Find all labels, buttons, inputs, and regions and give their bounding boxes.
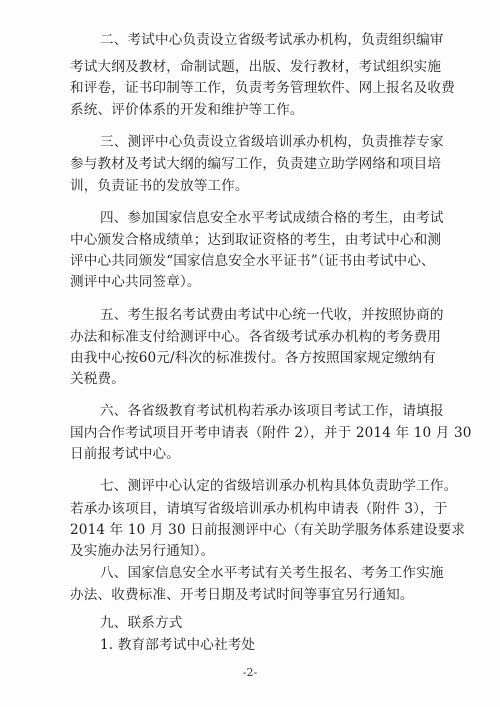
text-line: 关税费。 <box>70 371 125 387</box>
text-line: 及实施办法另行通知）。 <box>70 543 215 559</box>
text-line: 测评中心共同签章）。 <box>70 274 201 290</box>
text-line: 和评卷，证书印制等工作，负责考务管理软件、网上报名及收费 <box>70 80 455 96</box>
text-line: 八、国家信息安全水平考试有关考生报名、考务工作实施 <box>100 565 444 581</box>
text-line: 中心颁发合格成绩单；达到取证资格的考生，由考试中心和测 <box>70 232 442 248</box>
text-line: 七、测评中心认定的省级培训承办机构具体负责助学工作。 <box>100 478 458 494</box>
text-line: 若承办该项目，请填写省级培训承办机构申请表（附件 3），于 <box>70 501 448 517</box>
text-line: 三、测评中心负责设立省级培训承办机构，负责推荐专家 <box>100 134 444 150</box>
text-line: 办法、收费标准、开考日期及考试时间等事宜另行通知。 <box>70 587 414 603</box>
text-line: 日前报考试中心。 <box>70 446 180 462</box>
text-line: 五、考生报名考试费由考试中心统一代收，并按照协商的 <box>100 307 444 323</box>
text-line: 1. 教育部考试中心社考处 <box>100 637 256 653</box>
text-line: 二、考试中心负责设立省级考试承办机构，负责组织编审 <box>100 32 444 48</box>
text-line: 六、各省级教育考试机构若承办该项目考试工作，请填报 <box>100 403 444 419</box>
text-line: 由我中心按60元/科次的标准拨付。各方按照国家规定缴纳有 <box>70 350 436 366</box>
text-line: 评中心共同颁发“国家信息安全水平证书”（证书由考试中心、 <box>70 253 435 269</box>
text-line: 训，负责证书的发放等工作。 <box>70 178 249 194</box>
page-number: -2- <box>242 666 258 679</box>
text-line: 九、联系方式 <box>100 615 183 631</box>
text-line: 国内合作考试项目开考申请表（附件 2），并于 2014 年 10 月 30 <box>70 425 472 441</box>
text-line: 参与教材及考试大纲的编写工作，负责建立助学网络和项目培 <box>70 156 442 172</box>
text-line: 四、参加国家信息安全水平考试成绩合格的考生，由考试 <box>100 210 444 226</box>
text-line: 2014 年 10 月 30 日前报测评中心（有关助学服务体系建设要求 <box>70 522 466 538</box>
text-line: 考试大纲及教材，命制试题，出版、发行教材，考试组织实施 <box>70 59 442 75</box>
text-line: 办法和标准支付给测评中心。各省级考试承办机构的考务费用 <box>70 329 442 345</box>
text-line: 系统、评价体系的开发和维护等工作。 <box>70 102 304 118</box>
